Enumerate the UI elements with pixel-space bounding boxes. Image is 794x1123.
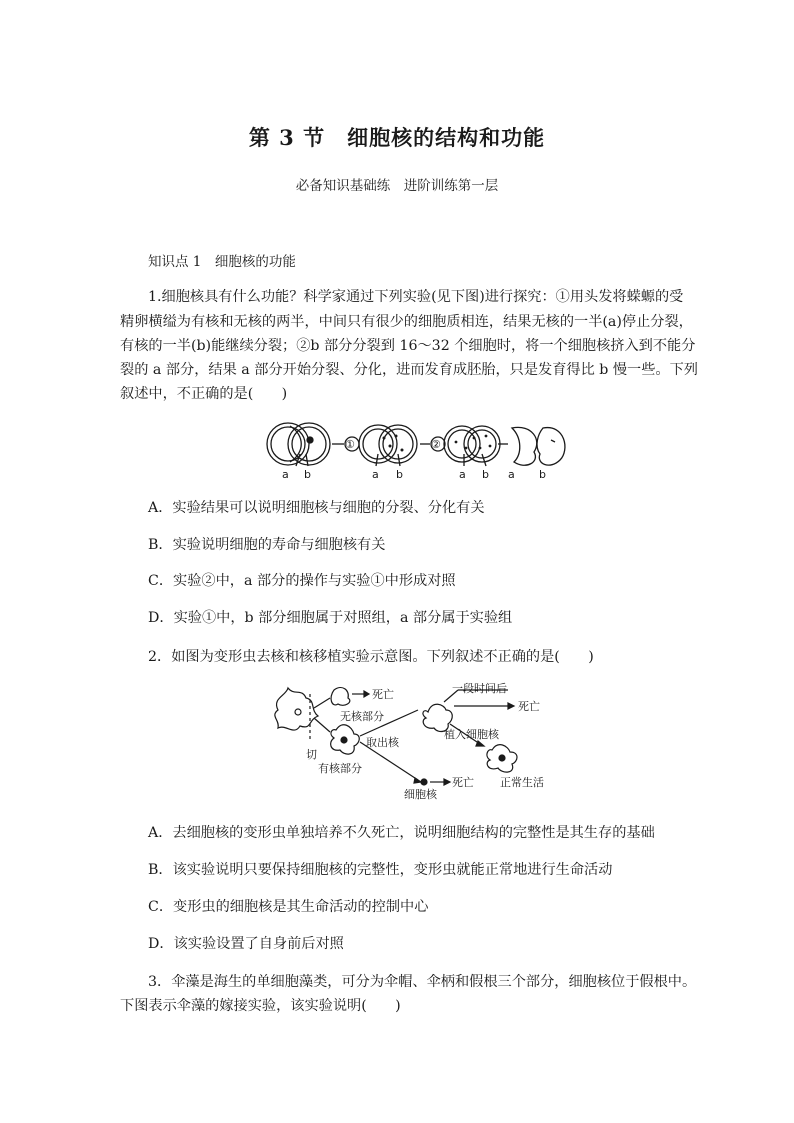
- label-b: b: [304, 468, 311, 481]
- page-title: 第 3 节 细胞核的结构和功能: [248, 125, 546, 150]
- option-b: B．该实验说明只要保持细胞核的完整性，变形虫就能正常地进行生命活动: [148, 862, 613, 878]
- label-b: b: [396, 468, 403, 481]
- after-time-label: 一段时间后: [452, 682, 507, 695]
- cut-label: 切: [306, 748, 317, 761]
- nucleus-label: 细胞核: [404, 788, 437, 800]
- remove-nucleus-label: 取出核: [366, 736, 399, 749]
- option-d: D．该实验设置了自身前后对照: [148, 936, 344, 952]
- knowledge-point-heading: 知识点 1 细胞核的功能: [148, 254, 296, 270]
- step-2-label: ②: [431, 438, 441, 451]
- option-d: D．实验①中，b 部分细胞属于对照组，a 部分属于实验组: [148, 610, 513, 626]
- page-subtitle: 必备知识基础练 进阶训练第一层: [295, 178, 499, 194]
- q1-stem-line: 精卵横缢为有核和无核的两半，中间只有很少的细胞质相连，结果无核的一半(a)停止分裂，: [120, 314, 693, 330]
- label-b: b: [482, 468, 489, 481]
- death-label-2: 死亡: [518, 700, 540, 713]
- option-c: C．变形虫的细胞核是其生命活动的控制中心: [148, 899, 429, 915]
- option-a: A．去细胞核的变形虫单独培养不久死亡，说明细胞结构的完整性是其生存的基础: [148, 825, 655, 841]
- q1-stem-line: 1.细胞核具有什么功能？科学家通过下列实验(见下图)进行探究：①用头发将蝾螈的受: [148, 289, 684, 305]
- option-a: A．实验结果可以说明细胞核与细胞的分裂、分化有关: [148, 500, 485, 516]
- newt-egg-experiment-figure: [260, 420, 570, 484]
- label-a: a: [508, 468, 515, 481]
- no-nucleus-label: 无核部分: [340, 710, 384, 723]
- q3-stem-line: 3．伞藻是海生的单细胞藻类，可分为伞帽、伞柄和假根三个部分，细胞核位于假根中。: [148, 974, 697, 990]
- q1-stem-line: 有核的一半(b)能继续分裂；②b 部分分裂到 16～32 个细胞时，将一个细胞核挤入到不能分: [120, 338, 696, 354]
- q2-stem: 2．如图为变形虫去核和核移植实验示意图。下列叙述不正确的是( ): [148, 649, 594, 665]
- amoeba-experiment-figure: [268, 680, 588, 800]
- option-b: B．实验说明细胞的寿命与细胞核有关: [148, 537, 386, 553]
- death-label-3: 死亡: [452, 776, 474, 789]
- label-b: b: [539, 468, 546, 481]
- step-1-label: ①: [345, 438, 355, 451]
- q1-stem-line: 裂的 a 部分，结果 a 部分开始分裂、分化，进而发育成胚胎，只是发育得比 b 慢一些。下列: [120, 362, 698, 378]
- option-c: C．实验②中，a 部分的操作与实验①中形成对照: [148, 573, 456, 589]
- implant-nucleus-label: 植入细胞核: [444, 728, 499, 741]
- label-a: a: [459, 468, 466, 481]
- q3-stem-line: 下图表示伞藻的嫁接实验，该实验说明( ): [120, 998, 401, 1014]
- with-nucleus-label: 有核部分: [318, 762, 362, 775]
- label-a: a: [372, 468, 379, 481]
- label-a: a: [282, 468, 289, 481]
- death-label-1: 死亡: [372, 688, 394, 701]
- normal-life-label: 正常生活: [500, 776, 544, 789]
- q1-stem-line: 叙述中，不正确的是( ): [120, 386, 288, 402]
